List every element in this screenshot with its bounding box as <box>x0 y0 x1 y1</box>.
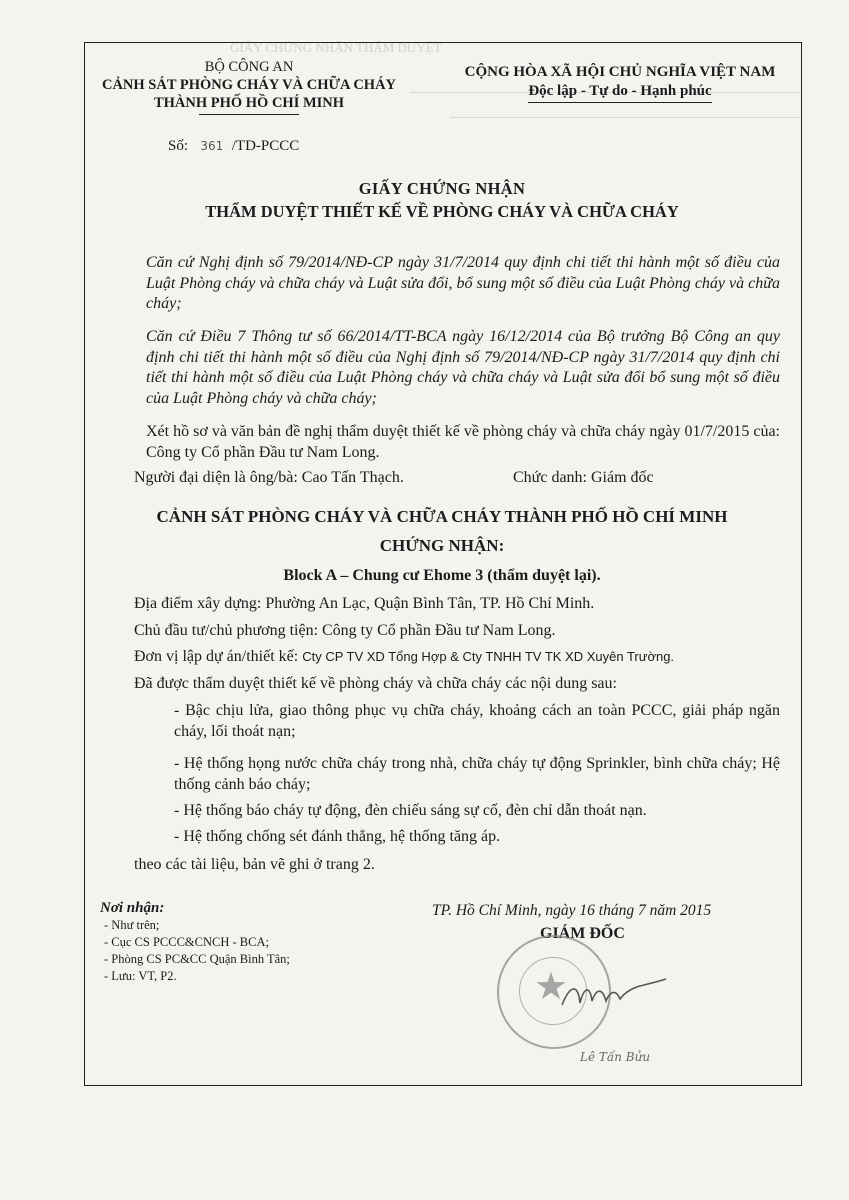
designer: Đơn vị lập dự án/thiết kế: Cty CP TV XD Tổng Hợp & Cty TNHH TV TK XD Xuyên Trường. <box>134 648 675 665</box>
handwritten-month: 7 <box>637 902 646 919</box>
legal-basis-circular: Căn cứ Điều 7 Thông tư số 66/2014/TT-BCA ngày 16/12/2014 của Bộ trưởng Bộ Công an quy định chi tiết thi hành một số điều của Nghị định số 79/2014/NĐ-CP ngày 31/7/2014 quy định chi tiết thi hành một số điều của Luật Phòng cháy và chữa cháy và Luật sửa đổi bổ sung một số điều của Luật Phòng cháy và chữa cháy; <box>146 328 780 407</box>
national-header <box>440 63 800 103</box>
legal-basis-decree: Căn cứ Nghị định số 79/2014/NĐ-CP ngày 31/7/2014 quy định chi tiết thi hành một số điều của Luật Phòng cháy và chữa cháy và Luật sửa đổi, bổ sung một số điều của Luật Phòng cháy và chữa cháy; <box>146 254 780 312</box>
approved-item: - Hệ thống chống sét đánh thẳng, hệ thống tăng áp. <box>174 828 501 845</box>
recipients-block <box>100 900 290 985</box>
bleed-through-text: GIẤY CHỨNG NHẬN THẨM DUYỆT <box>230 40 442 55</box>
recipient-item: - Như trên; <box>104 918 160 932</box>
approved-item: - Bậc chịu lửa, giao thông phục vụ chữa cháy, khoảng cách an toàn PCCC, giải pháp ngăn cháy, lối thoát nạn; <box>174 702 780 740</box>
national-motto: Độc lập - Tự do - Hạnh phúc <box>528 82 711 103</box>
document-number: Số: 361 /TD-PCCC <box>168 138 300 154</box>
issuing-agency-block <box>84 58 414 115</box>
country-name: CỘNG HÒA XÃ HỘI CHỦ NGHĨA VIỆT NAM <box>464 64 776 80</box>
signer-title: GIÁM ĐỐC <box>540 925 625 942</box>
handwritten-doc-number: 361 <box>200 139 224 153</box>
ministry-name: BỘ CÔNG AN <box>204 59 294 75</box>
document-subtitle: THẨM DUYỆT THIẾT KẾ VỀ PHÒNG CHÁY VÀ CHỮA CHÁY <box>205 202 679 221</box>
recipients-heading: Nơi nhận: <box>100 900 165 916</box>
construction-location: Địa điểm xây dựng: Phường An Lạc, Quận Bình Tân, TP. Hồ Chí Minh. <box>134 595 595 612</box>
agency-name-line2: THÀNH PHỐ HỒ CHÍ MINH <box>153 95 345 111</box>
project-owner: Chủ đầu tư/chủ phương tiện: Công ty Cổ phần Đầu tư Nam Long. <box>134 622 556 639</box>
certifying-authority: CẢNH SÁT PHÒNG CHÁY VÀ CHỮA CHÁY THÀNH PHỐ HỒ CHÍ MINH <box>156 507 728 526</box>
application-consideration: Xét hồ sơ và văn bản đề nghị thẩm duyệt thiết kế về phòng cháy và chữa cháy ngày 01/7/2015 của: Công ty Cổ phần Đầu tư Nam Long. <box>146 423 780 461</box>
issue-date: TP. Hồ Chí Minh, ngày 16 tháng 7 năm 2015 <box>432 902 712 919</box>
agency-underline <box>199 114 299 115</box>
signature-icon <box>560 975 670 1015</box>
signer-name: Lê Tấn Bửu <box>580 1050 651 1064</box>
representative-name: Người đại diện là ông/bà: Cao Tấn Thạch. <box>134 469 404 486</box>
approved-item: - Hệ thống báo cháy tự động, đèn chiếu sáng sự cố, đèn chỉ dẫn thoát nạn. <box>174 802 647 819</box>
recipient-item: - Lưu: VT, P2. <box>104 969 177 983</box>
agency-name-line1: CẢNH SÁT PHÒNG CHÁY VÀ CHỮA CHÁY <box>101 77 397 93</box>
designer-companies: Cty CP TV XD Tổng Hợp & Cty TNHH TV TK XD Xuyên Trường. <box>302 649 675 664</box>
representative-position: Chức danh: Giám đốc <box>513 469 654 486</box>
recipient-item: - Cục CS PCCC&CNCH - BCA; <box>104 935 269 949</box>
certification-heading: CHỨNG NHẬN: <box>379 536 505 555</box>
approved-items-intro: Đã được thẩm duyệt thiết kế về phòng cháy và chữa cháy các nội dung sau: <box>134 675 617 692</box>
document-title: GIẤY CHỨNG NHẬN <box>358 179 526 198</box>
closing-reference: theo các tài liệu, bản vẽ ghi ở trang 2. <box>134 856 375 873</box>
project-name: Block A – Chung cư Ehome 3 (thẩm duyệt lại). <box>283 567 601 584</box>
recipient-item: - Phòng CS PC&CC Quận Bình Tân; <box>104 952 290 966</box>
approved-item: - Hệ thống họng nước chữa cháy trong nhà, chữa cháy tự động Sprinkler, bình chữa cháy; Hệ thống cảnh báo cháy; <box>174 755 780 793</box>
official-seal-icon: ★ <box>497 935 611 1049</box>
handwritten-day: 16 <box>579 902 595 919</box>
